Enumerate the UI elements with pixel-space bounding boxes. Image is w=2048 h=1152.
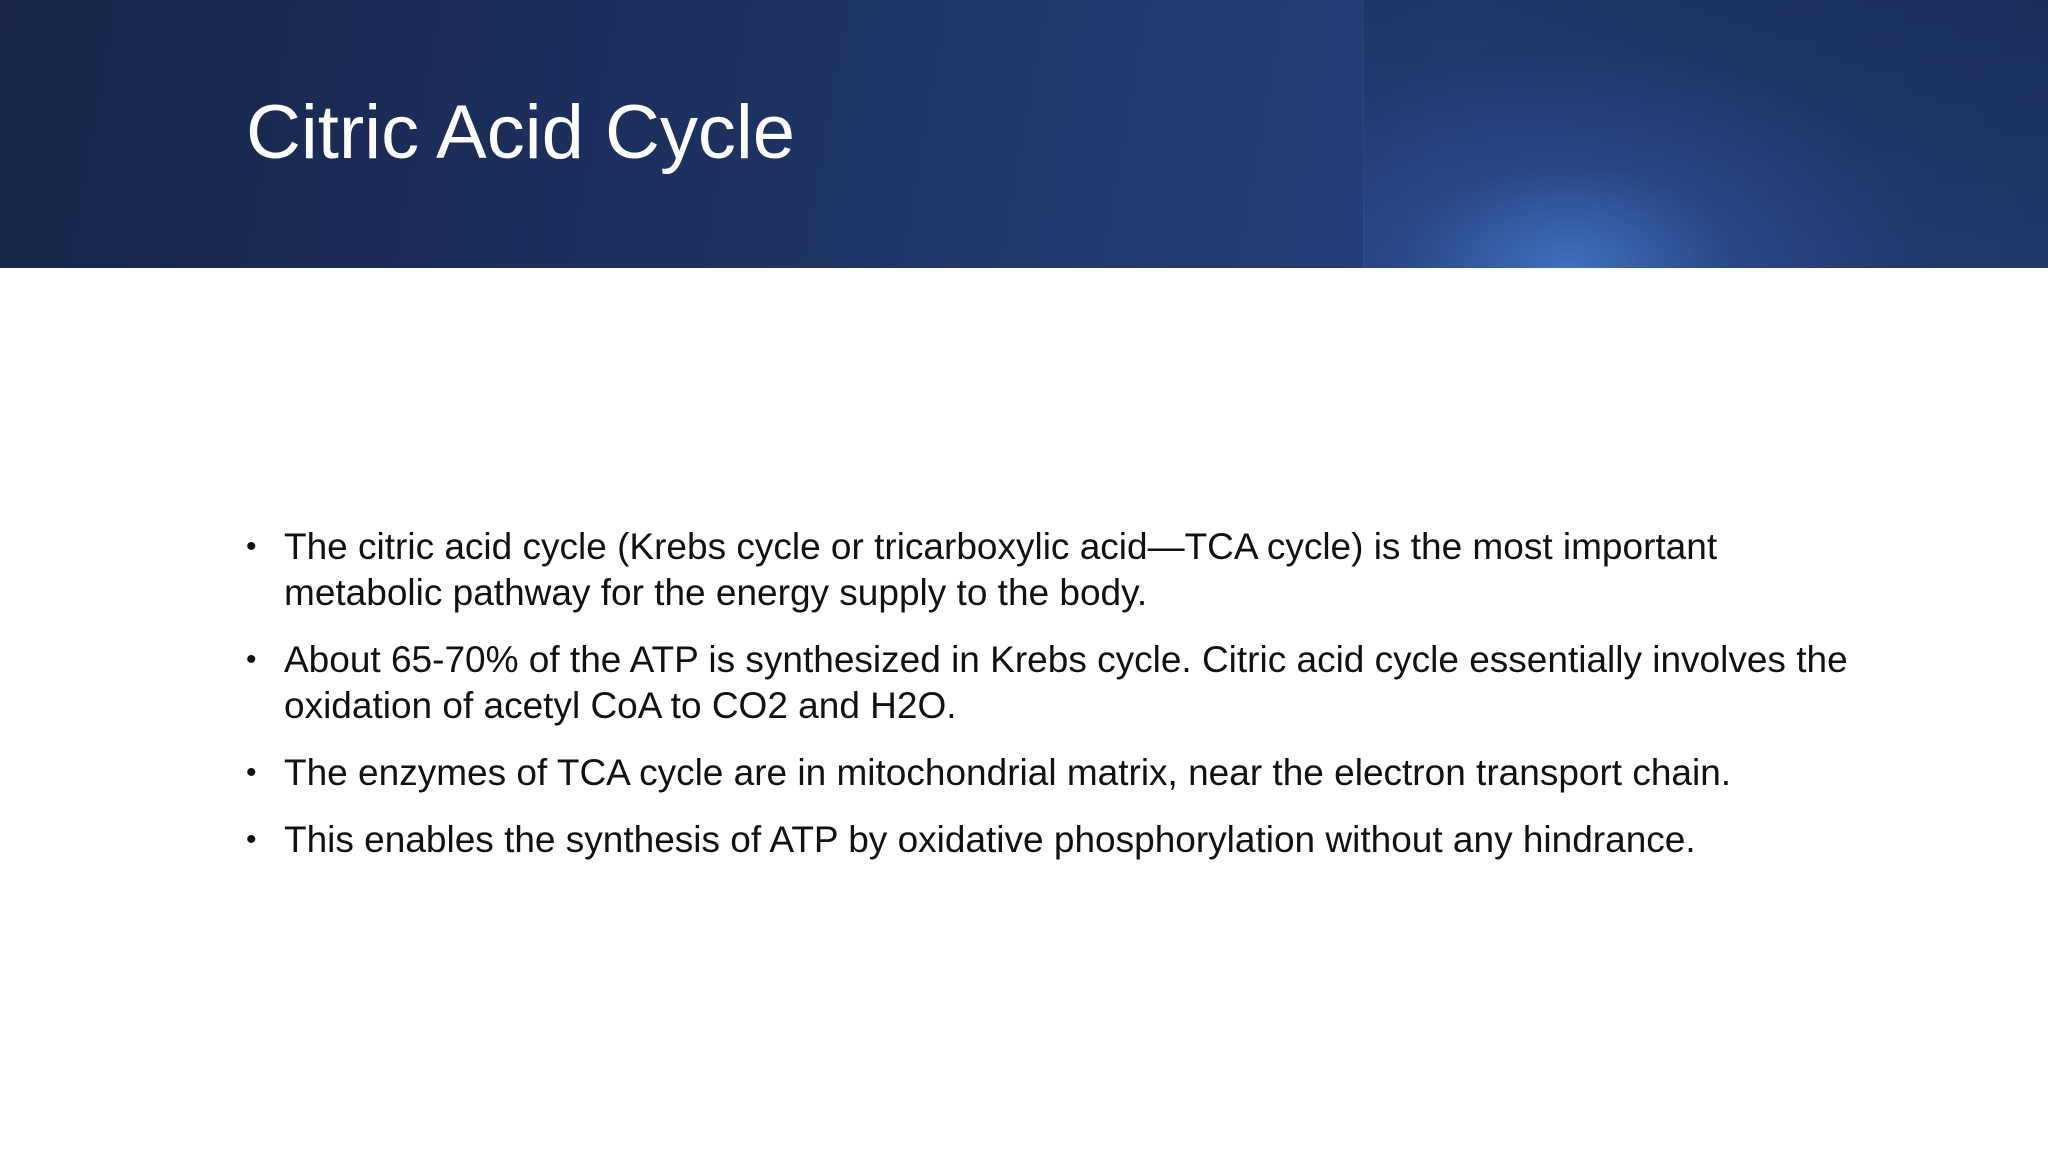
banner-glow xyxy=(1363,0,2048,268)
bullet-text: The enzymes of TCA cycle are in mitochondrial matrix, near the electron transport chain. xyxy=(284,752,1732,793)
bullet-item xyxy=(246,637,1866,729)
bullet-icon: • xyxy=(246,823,257,856)
bullet-list xyxy=(246,524,1866,863)
bullet-item xyxy=(246,750,1866,796)
bullet-text: This enables the synthesis of ATP by oxidative phosphorylation without any hindrance. xyxy=(284,819,1696,860)
bullet-text: About 65-70% of the ATP is synthesized in Krebs cycle. Citric acid cycle essentially involves the oxidation of acetyl CoA to CO2 and H2O. xyxy=(284,639,1848,726)
bullet-text: The citric acid cycle (Krebs cycle or tricarboxylic acid—TCA cycle) is the most important metabolic pathway for the energy supply to the body. xyxy=(284,526,1718,613)
bullet-item xyxy=(246,524,1866,616)
slide-body xyxy=(246,524,1866,884)
bullet-icon: • xyxy=(246,530,257,563)
bullet-icon: • xyxy=(246,756,257,789)
slide-title: Citric Acid Cycle xyxy=(246,90,795,175)
bullet-icon: • xyxy=(246,643,257,676)
bullet-item xyxy=(246,817,1866,863)
